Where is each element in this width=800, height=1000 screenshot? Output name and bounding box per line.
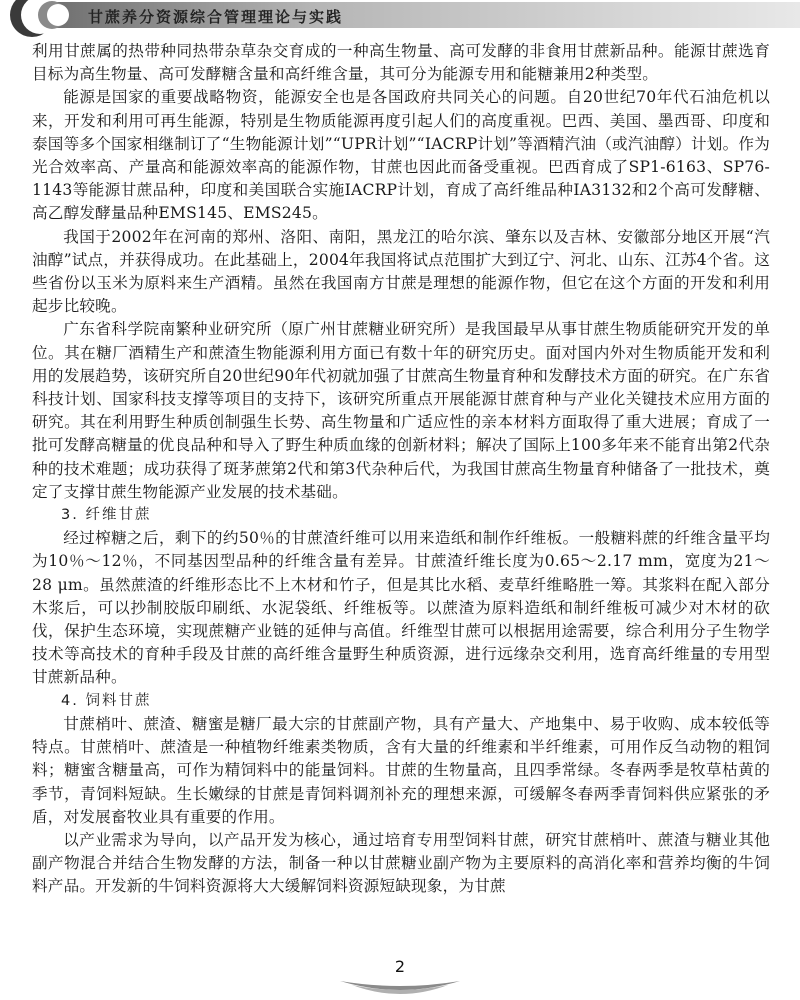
paragraph: 利用甘蔗属的热带种同热带杂草杂交育成的一种高生物量、高可发酵的非食用甘蔗新品种。能源甘蔗选育目标为高生物量、高可发酵糖含量和高纤维含量，其可分为能源专用和能糖兼用2种类型。 xyxy=(32,42,770,84)
paragraph: 我国于2002年在河南的郑州、洛阳、南阳，黑龙江的哈尔滨、肇东以及吉林、安徽部分地区开展“汽油醇”试点，并获得成功。在此基础上，2004年我国将试点范围扩大到辽宁、河北、山东、江苏4个省。这些省份以玉米为原料来生产酒精。虽然在我国南方甘蔗是理想的能源作物，但它在这个方面的开发和利用起步比较晚。 xyxy=(32,227,770,316)
body-text xyxy=(32,40,770,899)
paragraph: 能源是国家的重要战略物资，能源安全也是各国政府共同关心的问题。自20世纪70年代石油危机以来，开发和利用可再生能源，特别是生物质能源再度引起人们的高度重视。巴西、美国、墨西哥、印度和泰国等多个国家相继制订了“生物能源计划”“UPR计划”“IACRP计划”等酒精汽油（或汽油醇）计划。作为光合效率高、产量高和能源效率高的能源作物，甘蔗也因此而备受重视。巴西育成了SP1-6163、SP76-1143等能源甘蔗品种，印度和美国联合实施IACRP计划，育成了高纤维品种IA3132和2个高可发酵糖、高乙醇发酵量品种EMS145、EMS245。 xyxy=(32,88,770,223)
section-heading: 3. 纤维甘蔗 xyxy=(61,507,152,524)
paragraph: 广东省科学院南繁种业研究所（原广州甘蔗糖业研究所）是我国最早从事甘蔗生物质能研究开发的单位。其在糖厂酒精生产和蔗渣生物能源利用方面已有数十年的研究历史。面对国内外对生物质能开发和利用的发展趋势，该研究所自20世纪90年代初就加强了甘蔗高生物量育种和发酵技术方面的研究。在广东省科技计划、国家科技支撑等项目的支持下，该研究所重点开展能源甘蔗育种与产业化关键技术应用方面的研究。其在利用野生种质创制强生长势、高生物量和广适应性的亲本材料方面取得了重大进展；育成了一批可发酵高糖量的优良品种和导入了野生种质血缘的创新材料；解决了国际上100多年来不能育出第2代杂种的技术难题；成功获得了斑茅蔗第2代和第3代杂种后代，为我国甘蔗高生物量育种储备了一批技术，奠定了支撑甘蔗生物能源产业发展的技术基础。 xyxy=(32,320,770,501)
running-title: 甘蔗养分资源综合管理理论与实践 xyxy=(88,8,344,26)
page-number: 2 xyxy=(394,957,406,976)
page-header xyxy=(0,0,800,38)
paragraph: 经过榨糖之后，剩下的约50％的甘蔗渣纤维可以用来造纸和制作纤维板。一般糖料蔗的纤维含量平均为10％～12％，不同基因型品种的纤维含量有差异。甘蔗渣纤维长度为0.65～2.17 mm，宽度为21～28 μm。虽然蔗渣的纤维形态比不上木材和竹子，但是其比水稻、麦草纤维略胜一筹。其浆料在配入部分木浆后，可以抄制胶版印刷纸、水泥袋纸、纤维板等。以蔗渣为原料造纸和制纤维板可减少对木材的砍伐，保护生态环境，实现蔗糖产业链的延伸与高值。纤维型甘蔗可以根据用途需要，综合利用分子生物学技术等高技术的育种手段及甘蔗的高纤维含量野生种质资源，进行远缘杂交利用，选育高纤维量的专用型甘蔗新品种。 xyxy=(32,529,770,687)
section-heading: 4. 饲料甘蔗 xyxy=(61,692,152,709)
paragraph: 以产业需求为导向，以产品开发为核心，通过培育专用型饲料甘蔗，研究甘蔗梢叶、蔗渣与糖业其他副产物混合并结合生物发酵的方法，制备一种以甘蔗糖业副产物为主要原料的高消化率和营养均衡的牛饲料产品。开发新的牛饲料资源将大大缓解饲料资源短缺现象，为甘蔗 xyxy=(32,830,770,896)
paragraph: 甘蔗梢叶、蔗渣、糖蜜是糖厂最大宗的甘蔗副产物，具有产量大、产地集中、易于收购、成本较低等特点。甘蔗梢叶、蔗渣是一种植物纤维素类物质，含有大量的纤维素和半纤维素，可用作反刍动物的粗饲料；糖蜜含糖量高，可作为精饲料中的能量饲料。甘蔗的生物量高，且四季常绿。冬春两季是牧草枯黄的季节，青饲料短缺。生长嫩绿的甘蔗是青饲料调剂补充的理想来源，可缓解冬春两季青饲料供应紧张的矛盾，对发展畜牧业具有重要的作用。 xyxy=(32,714,770,826)
page-footer xyxy=(0,955,800,1000)
